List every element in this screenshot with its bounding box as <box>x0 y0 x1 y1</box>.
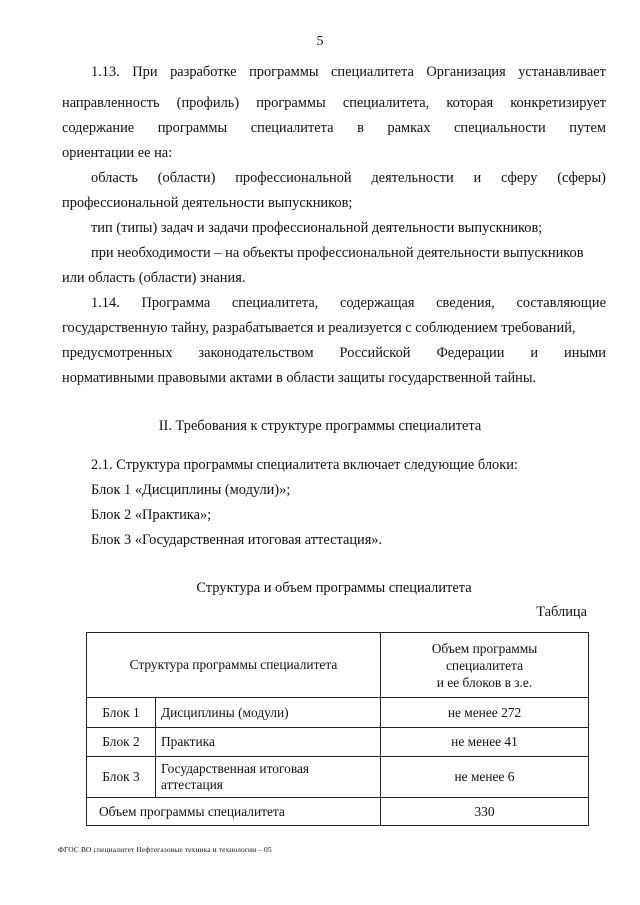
para-1-13-line-3: содержание программы специалитета в рамках специальности путем <box>62 120 606 136</box>
table-row <box>87 698 589 728</box>
table-cell-volume: не менее 6 <box>381 757 589 798</box>
table-cell-block: Блок 3 <box>87 757 156 798</box>
para-1-13-line-8: при необходимости – на объекты профессиональной деятельности выпускников <box>91 245 584 261</box>
para-1-13-line-5: область (области) профессиональной деятельности и сферу (сферы) <box>91 170 606 186</box>
table-header-structure: Структура программы специалитета <box>87 633 381 698</box>
table-cell-volume: не менее 272 <box>381 698 589 728</box>
para-1-14-line-2: государственную тайну, разрабатывается и реализуется с соблюдением требований, <box>62 320 576 336</box>
section-2-block-3: Блок 3 «Государственная итоговая аттестация». <box>91 532 383 548</box>
table-caption: Таблица <box>536 604 587 620</box>
table-total-value: 330 <box>381 798 589 826</box>
para-1-14-line-3: предусмотренных законодательством Российской Федерации и иными <box>62 345 606 361</box>
table-header-row <box>87 633 589 698</box>
para-1-13-line-2: направленность (профиль) программы специалитета, которая конкретизирует <box>62 95 606 111</box>
structure-table <box>86 632 589 826</box>
page-number: 5 <box>316 34 324 49</box>
table-cell-block: Блок 1 <box>87 698 156 728</box>
table-total-row <box>87 798 589 826</box>
para-1-14-line-1: 1.14. Программа специалитета, содержащая сведения, составляющие <box>91 295 606 311</box>
para-1-13-line-4: ориентации ее на: <box>62 145 173 161</box>
section-2-block-2: Блок 2 «Практика»; <box>91 507 212 523</box>
para-1-13-line-1: 1.13. При разработке программы специалитета Организация устанавливает <box>91 64 606 80</box>
table-cell-name: Дисциплины (модули) <box>156 698 381 728</box>
section-2-heading: II. Требования к структуре программы специалитета <box>158 418 482 434</box>
para-1-13-line-6: профессиональной деятельности выпускников; <box>62 195 353 211</box>
footer-text: ФГОС ВО специалитет Нефтегазовые техника и технологии – 05 <box>58 845 272 854</box>
table-cell-name: Практика <box>156 728 381 757</box>
section-2-para-1: 2.1. Структура программы специалитета включает следующие блоки: <box>91 457 518 473</box>
table-row <box>87 757 589 798</box>
table-header-volume: Объем программы специалитета и ее блоков в з.е. <box>381 633 589 698</box>
table-cell-volume: не менее 41 <box>381 728 589 757</box>
section-2-block-1: Блок 1 «Дисциплины (модули)»; <box>91 482 291 498</box>
table-row <box>87 728 589 757</box>
para-1-14-line-4: нормативными правовыми актами в области защиты государственной тайны. <box>62 370 537 386</box>
table-total-label: Объем программы специалитета <box>87 798 381 826</box>
para-1-13-line-9: или область (области) знания. <box>62 270 246 286</box>
para-1-13-line-7: тип (типы) задач и задачи профессиональной деятельности выпускников; <box>91 220 543 236</box>
table-title: Структура и объем программы специалитета <box>196 580 472 596</box>
table-cell-block: Блок 2 <box>87 728 156 757</box>
table-cell-name: Государственная итоговая аттестация <box>156 757 381 798</box>
